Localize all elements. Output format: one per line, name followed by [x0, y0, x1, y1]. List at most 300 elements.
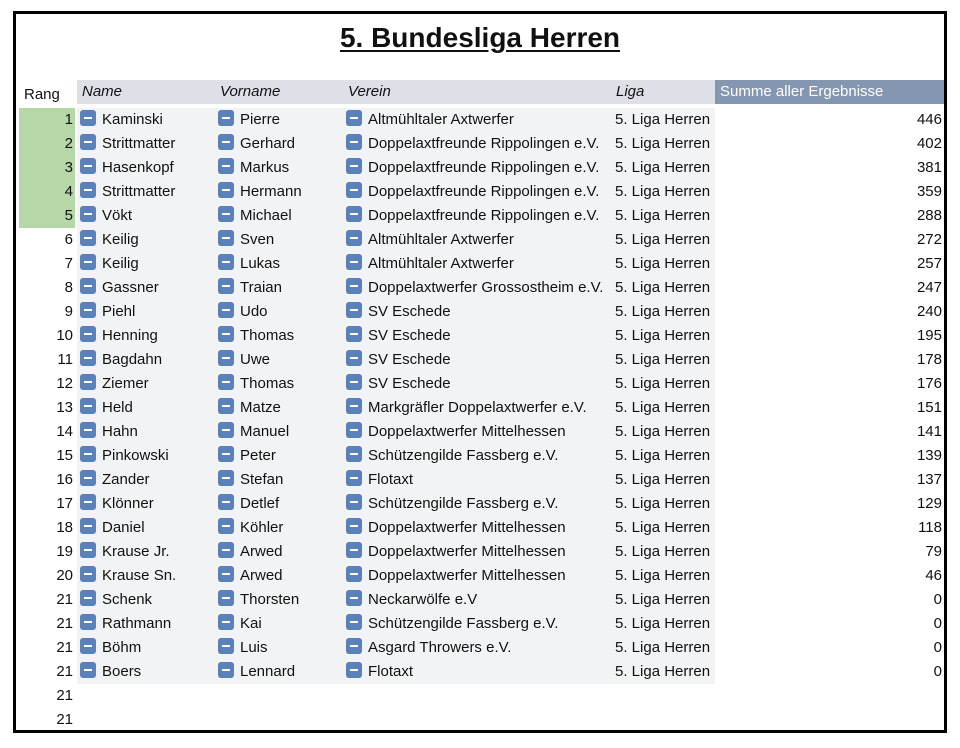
summe-cell[interactable]: 79: [925, 543, 942, 560]
summe-cell[interactable]: 272: [916, 231, 942, 248]
table-row: [19, 660, 944, 684]
name-cell-text: Krause Jr.: [102, 543, 170, 561]
summe-cell[interactable]: 129: [916, 495, 942, 512]
rang-cell[interactable]: 9: [64, 303, 73, 320]
verein-cell-text: Flotaxt: [368, 471, 414, 489]
verein-cell-text: Altmühltaler Axtwerfer: [368, 111, 514, 129]
smart-chip-icon[interactable]: [346, 662, 362, 678]
smart-chip-icon[interactable]: [218, 182, 234, 198]
smart-chip-icon[interactable]: [346, 470, 362, 486]
header-vorname[interactable]: Vorname: [215, 80, 343, 104]
vorname-cell-text: Thomas: [240, 327, 295, 345]
name-cell-text: Kaminski: [102, 111, 163, 129]
vorname-cell[interactable]: [215, 228, 343, 252]
summe-cell[interactable]: 0: [933, 663, 942, 680]
smart-chip-icon[interactable]: [346, 278, 362, 294]
header-liga[interactable]: Liga: [611, 80, 715, 104]
vorname-cell[interactable]: [215, 660, 343, 684]
vorname-cell-text: Lukas: [240, 255, 281, 273]
name-cell[interactable]: [77, 492, 215, 516]
verein-cell[interactable]: [343, 324, 611, 348]
vorname-cell-text: Stefan: [240, 471, 284, 489]
liga-cell[interactable]: 5. Liga Herren: [611, 108, 715, 132]
vorname-cell-text: Kai: [240, 615, 262, 633]
smart-chip-icon[interactable]: [218, 302, 234, 318]
liga-cell[interactable]: 5. Liga Herren: [611, 132, 715, 156]
name-cell-text: Boers: [102, 663, 142, 681]
vorname-cell-text: Thomas: [240, 375, 295, 393]
name-cell[interactable]: [77, 660, 215, 684]
smart-chip-icon[interactable]: [80, 638, 96, 654]
verein-cell[interactable]: [343, 204, 611, 228]
table-row: [19, 300, 944, 324]
summe-cell[interactable]: 137: [916, 471, 942, 488]
vorname-cell[interactable]: [215, 564, 343, 588]
vorname-cell-text: Traian: [240, 279, 282, 297]
sheet-frame: [13, 11, 947, 733]
name-cell[interactable]: [77, 132, 215, 156]
smart-chip-icon[interactable]: [346, 302, 362, 318]
table-row: [19, 540, 944, 564]
rang-cell[interactable]: 3: [19, 156, 75, 180]
verein-cell-text: Asgard Throwers e.V.: [368, 639, 512, 657]
smart-chip-icon[interactable]: [80, 518, 96, 534]
smart-chip-icon[interactable]: [80, 206, 96, 222]
name-cell-text: Vökt: [102, 207, 133, 225]
smart-chip-icon[interactable]: [80, 110, 96, 126]
vorname-cell-text: Sven: [240, 231, 275, 249]
name-cell[interactable]: [77, 300, 215, 324]
rang-cell[interactable]: 16: [56, 471, 73, 488]
verein-cell[interactable]: [343, 492, 611, 516]
rang-cell[interactable]: 21: [56, 663, 73, 680]
verein-cell[interactable]: [343, 156, 611, 180]
rang-cell[interactable]: 8: [64, 279, 73, 296]
verein-cell[interactable]: [343, 132, 611, 156]
verein-cell-text: Schützengilde Fassberg e.V.: [368, 615, 559, 633]
smart-chip-icon[interactable]: [218, 350, 234, 366]
smart-chip-icon[interactable]: [218, 662, 234, 678]
rang-cell[interactable]: 21: [56, 711, 73, 728]
smart-chip-icon[interactable]: [80, 302, 96, 318]
vorname-cell[interactable]: [215, 108, 343, 132]
liga-cell[interactable]: 5. Liga Herren: [611, 228, 715, 252]
rang-cell[interactable]: 14: [56, 423, 73, 440]
verein-cell[interactable]: [343, 516, 611, 540]
name-cell-text: Piehl: [102, 303, 136, 321]
smart-chip-icon[interactable]: [346, 566, 362, 582]
liga-cell[interactable]: 5. Liga Herren: [611, 492, 715, 516]
summe-cell[interactable]: 0: [933, 639, 942, 656]
liga-cell[interactable]: 5. Liga Herren: [611, 444, 715, 468]
smart-chip-icon[interactable]: [218, 590, 234, 606]
rang-cell[interactable]: 21: [56, 687, 73, 704]
smart-chip-icon[interactable]: [218, 518, 234, 534]
smart-chip-icon[interactable]: [218, 110, 234, 126]
smart-chip-icon[interactable]: [218, 398, 234, 414]
smart-chip-icon[interactable]: [218, 614, 234, 630]
smart-chip-icon[interactable]: [80, 494, 96, 510]
vorname-cell-text: Matze: [240, 399, 281, 417]
summe-cell[interactable]: 359: [916, 183, 942, 200]
liga-cell[interactable]: 5. Liga Herren: [611, 276, 715, 300]
liga-cell[interactable]: 5. Liga Herren: [611, 156, 715, 180]
header-summe[interactable]: Summe aller Ergebnisse: [715, 80, 944, 104]
name-cell-text: Strittmatter: [102, 135, 176, 153]
smart-chip-icon[interactable]: [218, 374, 234, 390]
liga-cell[interactable]: 5. Liga Herren: [611, 636, 715, 660]
smart-chip-icon[interactable]: [80, 614, 96, 630]
vorname-cell-text: Michael: [240, 207, 292, 225]
verein-cell-text: Altmühltaler Axtwerfer: [368, 231, 514, 249]
summe-cell[interactable]: 247: [916, 279, 942, 296]
rang-cell[interactable]: 18: [56, 519, 73, 536]
summe-cell[interactable]: 446: [916, 111, 942, 128]
verein-cell[interactable]: [343, 588, 611, 612]
table-row: [19, 564, 944, 588]
smart-chip-icon[interactable]: [80, 374, 96, 390]
smart-chip-icon[interactable]: [218, 134, 234, 150]
name-cell-text: Ziemer: [102, 375, 149, 393]
vorname-cell[interactable]: [215, 156, 343, 180]
verein-cell-text: Doppelaxtfreunde Rippolingen e.V.: [368, 159, 600, 177]
vorname-cell-text: Manuel: [240, 423, 290, 441]
verein-cell[interactable]: [343, 276, 611, 300]
liga-cell[interactable]: 5. Liga Herren: [611, 564, 715, 588]
verein-cell[interactable]: [343, 540, 611, 564]
verein-cell[interactable]: [343, 300, 611, 324]
name-cell[interactable]: [77, 324, 215, 348]
rang-cell[interactable]: 19: [56, 543, 73, 560]
vorname-cell[interactable]: [215, 276, 343, 300]
smart-chip-icon[interactable]: [80, 542, 96, 558]
summe-cell[interactable]: 118: [918, 519, 942, 536]
name-cell[interactable]: [77, 228, 215, 252]
name-cell[interactable]: [77, 444, 215, 468]
smart-chip-icon[interactable]: [80, 398, 96, 414]
name-cell-text: Keilig: [102, 255, 139, 273]
smart-chip-icon[interactable]: [218, 278, 234, 294]
verein-cell-text: Flotaxt: [368, 663, 414, 681]
rang-cell[interactable]: 21: [56, 615, 73, 632]
smart-chip-icon[interactable]: [346, 446, 362, 462]
name-cell[interactable]: [77, 420, 215, 444]
liga-cell[interactable]: 5. Liga Herren: [611, 396, 715, 420]
smart-chip-icon[interactable]: [346, 158, 362, 174]
smart-chip-icon[interactable]: [80, 134, 96, 150]
vorname-cell-text: Thorsten: [240, 591, 300, 609]
smart-chip-icon[interactable]: [80, 278, 96, 294]
name-cell[interactable]: [77, 396, 215, 420]
smart-chip-icon[interactable]: [346, 110, 362, 126]
summe-cell[interactable]: 0: [933, 591, 942, 608]
smart-chip-icon[interactable]: [218, 158, 234, 174]
summe-cell[interactable]: 288: [916, 207, 942, 224]
name-cell[interactable]: [77, 204, 215, 228]
vorname-cell[interactable]: [215, 444, 343, 468]
smart-chip-icon[interactable]: [80, 254, 96, 270]
verein-cell-text: Doppelaxtwerfer Mittelhessen: [368, 543, 566, 561]
vorname-cell-text: Gerhard: [240, 135, 296, 153]
name-cell-text: Hasenkopf: [102, 159, 174, 177]
vorname-cell-text: Luis: [240, 639, 268, 657]
summe-cell[interactable]: 240: [916, 303, 942, 320]
smart-chip-icon[interactable]: [346, 182, 362, 198]
rang-cell[interactable]: 13: [56, 399, 73, 416]
summe-cell[interactable]: 381: [916, 159, 942, 176]
liga-cell[interactable]: 5. Liga Herren: [611, 588, 715, 612]
vorname-cell[interactable]: [215, 588, 343, 612]
liga-cell[interactable]: 5. Liga Herren: [611, 204, 715, 228]
verein-cell-text: SV Eschede: [368, 351, 451, 369]
smart-chip-icon[interactable]: [218, 542, 234, 558]
verein-cell[interactable]: [343, 444, 611, 468]
smart-chip-icon[interactable]: [80, 422, 96, 438]
name-cell-text: Daniel: [102, 519, 145, 537]
verein-cell-text: Doppelaxtwerfer Mittelhessen: [368, 519, 566, 537]
header-verein[interactable]: Verein: [343, 80, 611, 104]
summe-cell[interactable]: 176: [916, 375, 942, 392]
verein-cell[interactable]: [343, 396, 611, 420]
summe-cell[interactable]: 195: [916, 327, 942, 344]
rang-cell[interactable]: 11: [57, 351, 73, 368]
vorname-cell-text: Hermann: [240, 183, 302, 201]
smart-chip-icon[interactable]: [80, 230, 96, 246]
smart-chip-icon[interactable]: [346, 494, 362, 510]
table-row: [19, 492, 944, 516]
name-cell[interactable]: [77, 108, 215, 132]
liga-cell[interactable]: 5. Liga Herren: [611, 420, 715, 444]
smart-chip-icon[interactable]: [346, 254, 362, 270]
smart-chip-icon[interactable]: [80, 326, 96, 342]
vorname-cell-text: Köhler: [240, 519, 284, 537]
table-row: [19, 636, 944, 660]
table-row: [19, 228, 944, 252]
header-rang[interactable]: Rang: [19, 80, 75, 104]
vorname-cell[interactable]: [215, 180, 343, 204]
sheet-title: 5. Bundesliga Herren: [339, 22, 621, 53]
table-row: [19, 420, 944, 444]
header-name[interactable]: Name: [77, 80, 215, 104]
vorname-cell[interactable]: [215, 636, 343, 660]
liga-cell[interactable]: 5. Liga Herren: [611, 180, 715, 204]
liga-cell[interactable]: 5. Liga Herren: [611, 468, 715, 492]
smart-chip-icon[interactable]: [218, 206, 234, 222]
verein-cell[interactable]: [343, 228, 611, 252]
vorname-cell[interactable]: [215, 468, 343, 492]
verein-cell[interactable]: [343, 420, 611, 444]
rang-cell[interactable]: 6: [64, 231, 73, 248]
smart-chip-icon[interactable]: [80, 182, 96, 198]
name-cell[interactable]: [77, 348, 215, 372]
smart-chip-icon[interactable]: [80, 590, 96, 606]
verein-cell[interactable]: [343, 612, 611, 636]
liga-cell[interactable]: 5. Liga Herren: [611, 252, 715, 276]
vorname-cell-text: Pierre: [240, 111, 281, 129]
smart-chip-icon[interactable]: [346, 422, 362, 438]
name-cell-text: Gassner: [102, 279, 159, 297]
rang-cell[interactable]: 15: [56, 447, 73, 464]
vorname-cell-text: Markus: [240, 159, 290, 177]
rang-cell[interactable]: 5: [19, 204, 75, 228]
table-row-empty: [19, 708, 944, 732]
vorname-cell[interactable]: [215, 492, 343, 516]
table-row: [19, 132, 944, 156]
smart-chip-icon[interactable]: [346, 638, 362, 654]
summe-cell[interactable]: 402: [916, 135, 942, 152]
verein-cell-text: Neckarwölfe e.V: [368, 591, 478, 609]
smart-chip-icon[interactable]: [346, 374, 362, 390]
liga-cell[interactable]: 5. Liga Herren: [611, 516, 715, 540]
smart-chip-icon[interactable]: [346, 326, 362, 342]
verein-cell[interactable]: [343, 636, 611, 660]
vorname-cell[interactable]: [215, 324, 343, 348]
verein-cell[interactable]: [343, 252, 611, 276]
smart-chip-icon[interactable]: [80, 446, 96, 462]
vorname-cell[interactable]: [215, 252, 343, 276]
smart-chip-icon[interactable]: [218, 254, 234, 270]
vorname-cell[interactable]: [215, 540, 343, 564]
name-cell-text: Bagdahn: [102, 351, 163, 369]
verein-cell-text: Doppelaxtfreunde Rippolingen e.V.: [368, 135, 600, 153]
rang-cell[interactable]: 20: [56, 567, 73, 584]
smart-chip-icon[interactable]: [346, 350, 362, 366]
liga-cell[interactable]: 5. Liga Herren: [611, 612, 715, 636]
rang-cell[interactable]: 2: [19, 132, 75, 156]
smart-chip-icon[interactable]: [346, 518, 362, 534]
smart-chip-icon[interactable]: [80, 470, 96, 486]
summe-cell[interactable]: 0: [933, 615, 942, 632]
verein-cell[interactable]: [343, 180, 611, 204]
smart-chip-icon[interactable]: [80, 350, 96, 366]
smart-chip-icon[interactable]: [346, 542, 362, 558]
summe-cell[interactable]: 46: [925, 567, 942, 584]
name-cell[interactable]: [77, 564, 215, 588]
rang-cell[interactable]: 21: [56, 639, 73, 656]
name-cell-text: Held: [102, 399, 133, 417]
rang-cell[interactable]: 21: [56, 591, 73, 608]
table-row: [19, 444, 944, 468]
smart-chip-icon[interactable]: [218, 470, 234, 486]
summe-cell[interactable]: 151: [916, 399, 942, 416]
name-cell-text: Schenk: [102, 591, 153, 609]
verein-cell-text: Markgräfler Doppelaxtwerfer e.V.: [368, 399, 587, 417]
smart-chip-icon[interactable]: [218, 494, 234, 510]
smart-chip-icon[interactable]: [80, 662, 96, 678]
name-cell-text: Hahn: [102, 423, 138, 441]
table-row: [19, 348, 944, 372]
verein-cell-text: Doppelaxtfreunde Rippolingen e.V.: [368, 207, 600, 225]
name-cell[interactable]: [77, 276, 215, 300]
smart-chip-icon[interactable]: [218, 566, 234, 582]
name-cell[interactable]: [77, 516, 215, 540]
vorname-cell[interactable]: [215, 372, 343, 396]
liga-cell[interactable]: 5. Liga Herren: [611, 348, 715, 372]
smart-chip-icon[interactable]: [346, 230, 362, 246]
name-cell-text: Keilig: [102, 231, 139, 249]
smart-chip-icon[interactable]: [346, 590, 362, 606]
table-row-empty: [19, 684, 944, 708]
verein-cell[interactable]: [343, 660, 611, 684]
name-cell[interactable]: [77, 156, 215, 180]
vorname-cell-text: Udo: [240, 303, 268, 321]
vorname-cell-text: Arwed: [240, 543, 283, 561]
name-cell-text: Krause Sn.: [102, 567, 177, 585]
vorname-cell[interactable]: [215, 132, 343, 156]
name-cell[interactable]: [77, 372, 215, 396]
smart-chip-icon[interactable]: [80, 566, 96, 582]
smart-chip-icon[interactable]: [218, 638, 234, 654]
rang-cell[interactable]: 4: [19, 180, 75, 204]
vorname-cell[interactable]: [215, 348, 343, 372]
verein-cell[interactable]: [343, 372, 611, 396]
rang-cell[interactable]: 1: [19, 108, 75, 132]
name-cell[interactable]: [77, 468, 215, 492]
name-cell[interactable]: [77, 540, 215, 564]
smart-chip-icon[interactable]: [218, 446, 234, 462]
verein-cell-text: Doppelaxtfreunde Rippolingen e.V.: [368, 183, 600, 201]
rang-cell[interactable]: 7: [64, 255, 73, 272]
rang-cell[interactable]: 10: [56, 327, 73, 344]
smart-chip-icon[interactable]: [346, 398, 362, 414]
name-cell[interactable]: [77, 252, 215, 276]
smart-chip-icon[interactable]: [346, 614, 362, 630]
table-row: [19, 372, 944, 396]
verein-cell-text: Schützengilde Fassberg e.V.: [368, 495, 559, 513]
vorname-cell[interactable]: [215, 396, 343, 420]
vorname-cell[interactable]: [215, 300, 343, 324]
vorname-cell[interactable]: [215, 612, 343, 636]
vorname-cell[interactable]: [215, 516, 343, 540]
table-row: [19, 180, 944, 204]
vorname-cell[interactable]: [215, 420, 343, 444]
summe-cell[interactable]: 257: [916, 255, 942, 272]
rang-cell[interactable]: 17: [56, 495, 73, 512]
rang-cell[interactable]: 12: [56, 375, 73, 392]
summe-cell[interactable]: 178: [916, 351, 942, 368]
verein-cell[interactable]: [343, 348, 611, 372]
smart-chip-icon[interactable]: [80, 158, 96, 174]
verein-cell-text: SV Eschede: [368, 303, 451, 321]
smart-chip-icon[interactable]: [346, 134, 362, 150]
verein-cell-text: SV Eschede: [368, 327, 451, 345]
liga-cell[interactable]: 5. Liga Herren: [611, 300, 715, 324]
name-cell[interactable]: [77, 588, 215, 612]
summe-cell[interactable]: 139: [916, 447, 942, 464]
vorname-cell-text: Detlef: [240, 495, 280, 513]
name-cell[interactable]: [77, 180, 215, 204]
liga-cell[interactable]: 5. Liga Herren: [611, 324, 715, 348]
smart-chip-icon[interactable]: [218, 326, 234, 342]
verein-cell[interactable]: [343, 564, 611, 588]
table-row: [19, 468, 944, 492]
name-cell[interactable]: [77, 636, 215, 660]
verein-cell[interactable]: [343, 468, 611, 492]
verein-cell[interactable]: [343, 108, 611, 132]
vorname-cell[interactable]: [215, 204, 343, 228]
name-cell[interactable]: [77, 612, 215, 636]
vorname-cell-text: Lennard: [240, 663, 296, 681]
smart-chip-icon[interactable]: [218, 230, 234, 246]
liga-cell[interactable]: 5. Liga Herren: [611, 540, 715, 564]
liga-cell[interactable]: 5. Liga Herren: [611, 372, 715, 396]
summe-cell[interactable]: 141: [916, 423, 942, 440]
name-cell-text: Rathmann: [102, 615, 172, 633]
smart-chip-icon[interactable]: [218, 422, 234, 438]
liga-cell[interactable]: 5. Liga Herren: [611, 660, 715, 684]
verein-cell-text: Altmühltaler Axtwerfer: [368, 255, 514, 273]
smart-chip-icon[interactable]: [346, 206, 362, 222]
